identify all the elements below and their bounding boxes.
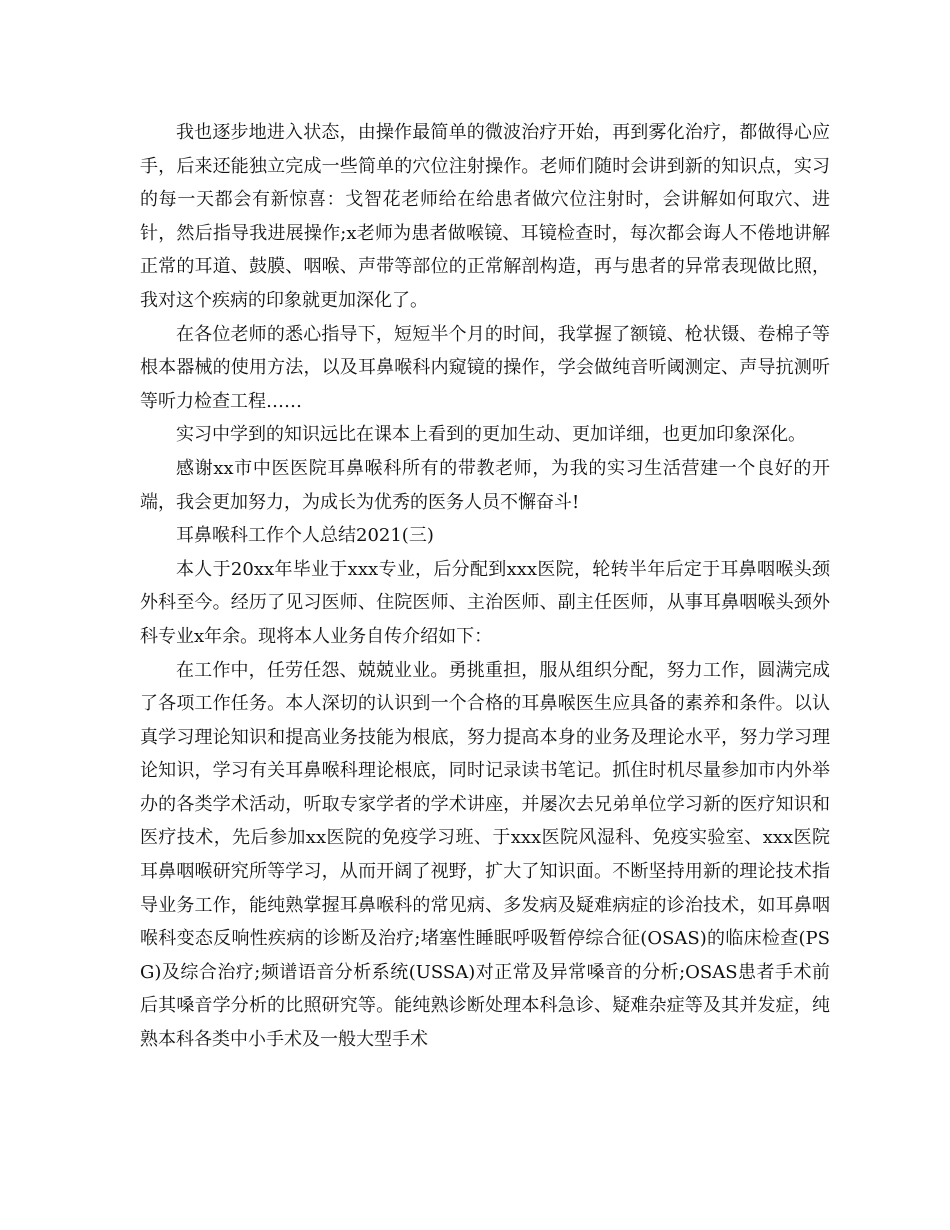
paragraph-thanks: 感谢xx市中医医院耳鼻喉科所有的带教老师，为我的实习生活营建一个良好的开端，我会更加努力，为成长为优秀的医务人员不懈奋斗! [140,457,830,513]
section-heading: 耳鼻喉科工作个人总结2021(三) [176,525,434,547]
paragraph-career-intro: 本人于20xx年毕业于xxx专业，后分配到xxx医院，轮转半年后定于耳鼻咽喉头颈外科至今。经历了见习医师、住院医师、主治医师、副主任医师，从事耳鼻咽喉头颈外科专业x年余。现将本人业务自传介绍如下： [140,558,830,647]
paragraph-instrument-skills: 在各位老师的悉心指导下，短短半个月的时间，我掌握了额镜、枪状镊、卷棉子等根本器械的使用方法，以及耳鼻喉科内窥镜的操作，学会做纯音听阈测定、声导抗测听等听力检查工程…… [140,323,830,412]
document-body [140,116,830,1057]
paragraph-knowledge-gained: 实习中学到的知识远比在课本上看到的更加生动、更加详细，也更加印象深化。 [176,424,806,446]
paragraph-practice-progress: 我也逐步地进入状态，由操作最简单的微波治疗开始，再到雾化治疗，都做得心应手，后来还能独立完成一些简单的穴位注射操作。老师们随时会讲到新的知识点，实习的每一天都会有新惊喜：戈智花老师给在给患者做穴位注射时，会讲解如何取穴、进针，然后指导我进展操作;x老师为患者做喉镜、耳镜检查时，每次都会诲人不倦地讲解正常的耳道、鼓膜、咽喉、声带等部位的正常解剖构造，再与患者的异常表现做比照，我对这个疾病的印象就更加深化了。 [140,122,830,311]
paragraph-work-summary: 在工作中，任劳任怨、兢兢业业。勇挑重担，服从组织分配，努力工作，圆满完成了各项工作任务。本人深切的认识到一个合格的耳鼻喉医生应具备的素养和条件。以认真学习理论知识和提高业务技能为根底，努力提高本身的业务及理论水平，努力学习理论知识，学习有关耳鼻喉科理论根底，同时记录读书笔记。抓住时机尽量参加市内外举办的各类学术活动，听取专家学者的学术讲座，并屡次去兄弟单位学习新的医疗知识和医疗技术，先后参加xx医院的免疫学习班、于xxx医院风湿科、免疫实验室、xxx医院耳鼻咽喉研究所等学习，从而开阔了视野，扩大了知识面。不断坚持用新的理论技术指导业务工作，能纯熟掌握耳鼻喉科的常见病、多发病及疑难病症的诊治技术，如耳鼻咽喉科变态反响性疾病的诊断及治疗;堵塞性睡眠呼吸暂停综合征(OSAS)的临床检查(PSG)及综合治疗;频谱语音分析系统(USSA)对正常及异常嗓音的分析;OSAS患者手术前后其嗓音学分析的比照研究等。能纯熟诊断处理本科急诊、疑难杂症等及其并发症，纯熟本科各类中小手术及一般大型手术 [140,659,830,1051]
